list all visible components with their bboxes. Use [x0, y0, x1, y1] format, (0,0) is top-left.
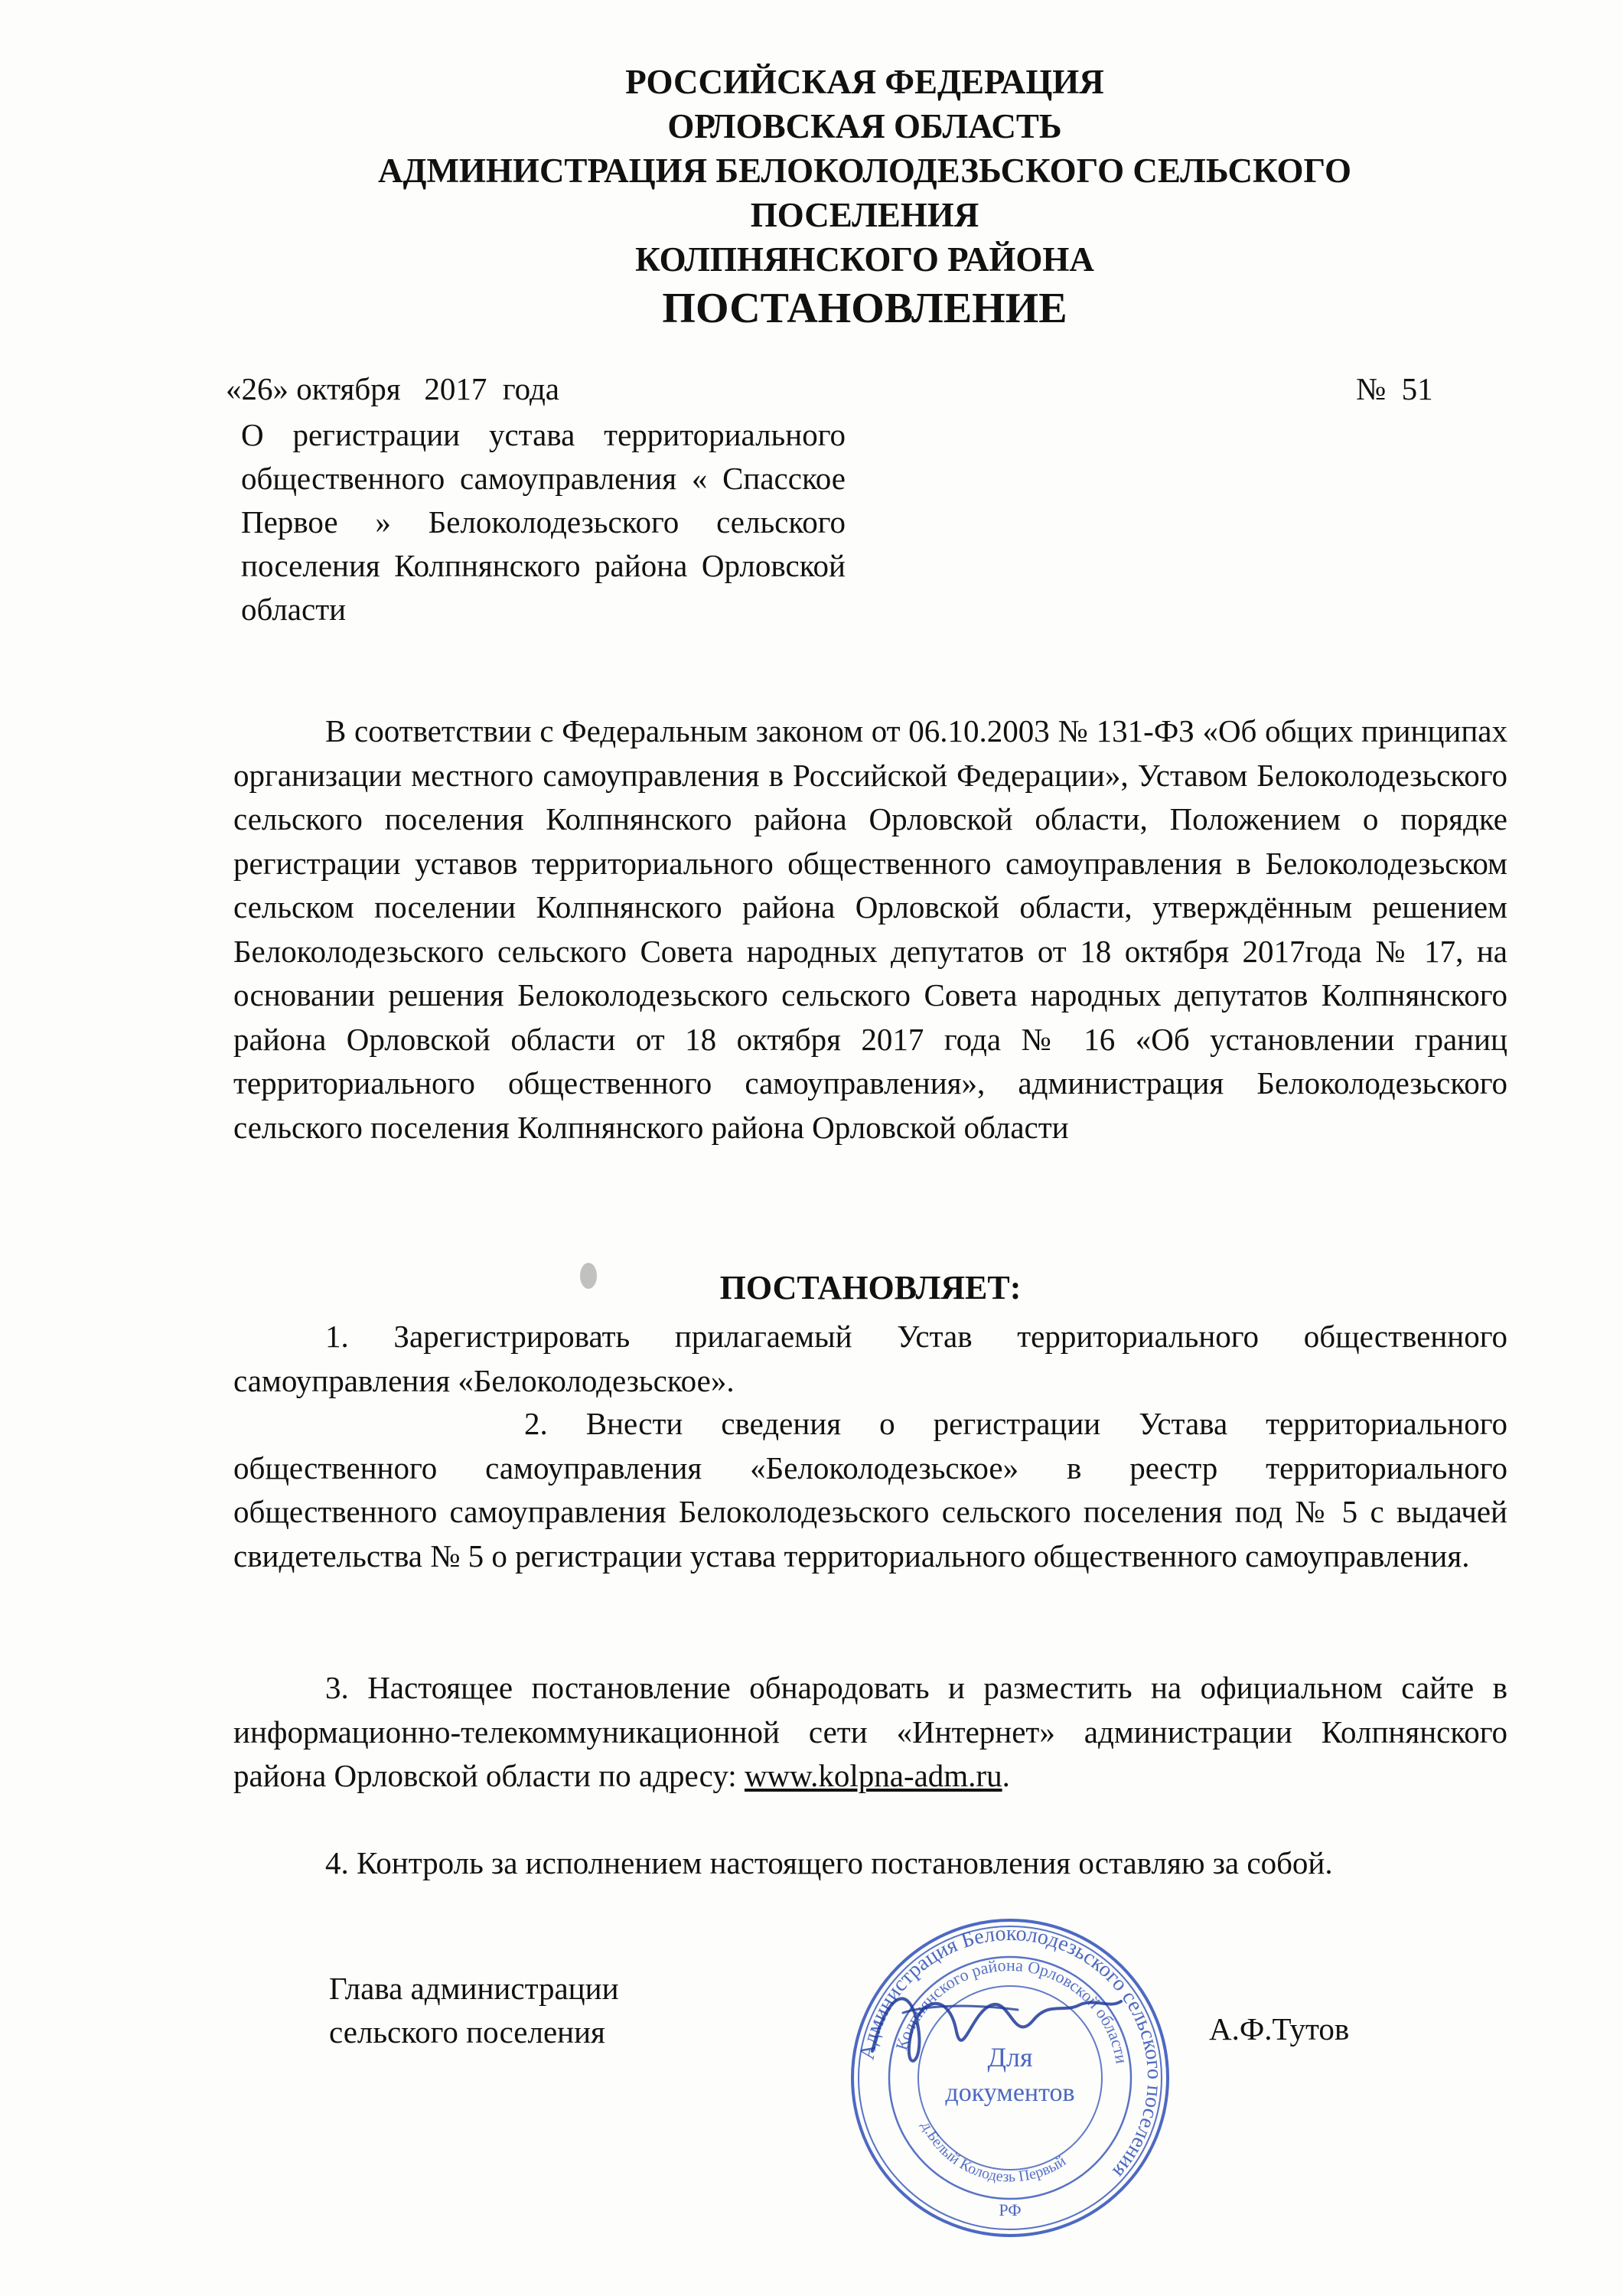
stamp-country: РФ — [999, 2200, 1022, 2219]
header-region: ОРЛОВСКАЯ ОБЛАСТЬ — [667, 107, 1062, 145]
stamp-inner-text: Колпнянского района Орловской области — [891, 1955, 1132, 2066]
decree-item-3 — [233, 1666, 1507, 1799]
signatory-role-line1: Глава администрации — [329, 1971, 619, 2006]
header-settlement: ПОСЕЛЕНИЯ — [750, 196, 979, 234]
header-country: РОССИЙСКАЯ ФЕДЕРАЦИЯ — [625, 63, 1104, 101]
document-header — [230, 60, 1500, 335]
document-type-title: ПОСТАНОВЛЕНИЕ — [662, 285, 1067, 332]
stamp-center-line1: Для — [987, 2042, 1033, 2073]
decree-item-3-end: . — [1002, 1758, 1010, 1793]
signatory-role-line2: сельского поселения — [329, 2014, 605, 2050]
stamp-center-line2: документов — [945, 2079, 1075, 2107]
header-district: КОЛПНЯНСКОГО РАЙОНА — [635, 240, 1094, 279]
document-number: № 51 — [1356, 371, 1433, 406]
document-date: «26» октября 2017 года — [226, 371, 560, 406]
scan-smudge — [580, 1263, 597, 1289]
header-administration: АДМИНИСТРАЦИЯ БЕЛОКОЛОДЕЗЬСКОГО СЕЛЬСКОГО — [378, 152, 1351, 190]
decree-item-3-text: 3. Настоящее постановление обнародовать и разместить на официальном сайте в информационно-телекоммуникационной сети «Интернет» администрации Колпнянского района Орловской области по адресу: — [233, 1670, 1507, 1793]
decree-item-4: 4. Контроль за исполнением настоящего постановления оставляю за собой. — [325, 1845, 1333, 1880]
stamp-ring-text: Администрация Белоколодезьского сельского поселения — [855, 1921, 1167, 2183]
document-subject: О регистрации устава территориального общественного самоуправления « Спасское Первое » Белоколодезьского сельского поселения Колпнянского района Орловской области — [241, 417, 846, 627]
handwritten-signature — [857, 1959, 1133, 2089]
preamble-paragraph: В соответствии с Федеральным законом от 06.10.2003 № 131-ФЗ «Об общих принципах организации местного самоуправления в Российской Федерации», Уставом Белоколодезьского сельского поселения Колпнянского района Орловской области, Положением о порядке регистрации уставов территориального общественного самоуправления в Белоколодезьском сельском поселении Колпнянского района Орловской области, утверждённым решением Белоколодезьского сельского Совета народных депутатов от 18 октября 2017года № 17, на основании решения Белоколодезьского сельского Совета народных депутатов Колпнянского района Орловской области от 18 октября 2017 года № 16 «Об установлении границ территориального общественного самоуправления», администрация Белоколодезьского сельского поселения Колпнянского района Орловской области — [233, 713, 1507, 1145]
signatory-role — [329, 1967, 619, 2054]
signatory-name: А.Ф.Тутов — [1209, 2011, 1350, 2047]
stamp-bottom-text: д.Белый Колодезь Первый — [917, 2118, 1069, 2186]
decree-item-2: 2. Внести сведения о регистрации Устава территориального общественного самоуправления «Белоколодезьское» в реестр территориального общественного самоуправления Белоколодезьского сельского поселения под № 5 с выдачей свидетельства № 5 о регистрации устава территориального общественного самоуправления. — [233, 1406, 1507, 1574]
decree-item-1: 1. Зарегистрировать прилагаемый Устав территориального общественного самоуправления «Белоколодезьское». — [233, 1319, 1507, 1398]
website-link[interactable]: www.kolpna-adm.ru — [744, 1758, 1002, 1793]
decree-heading: ПОСТАНОВЛЯЕТ: — [719, 1269, 1022, 1306]
